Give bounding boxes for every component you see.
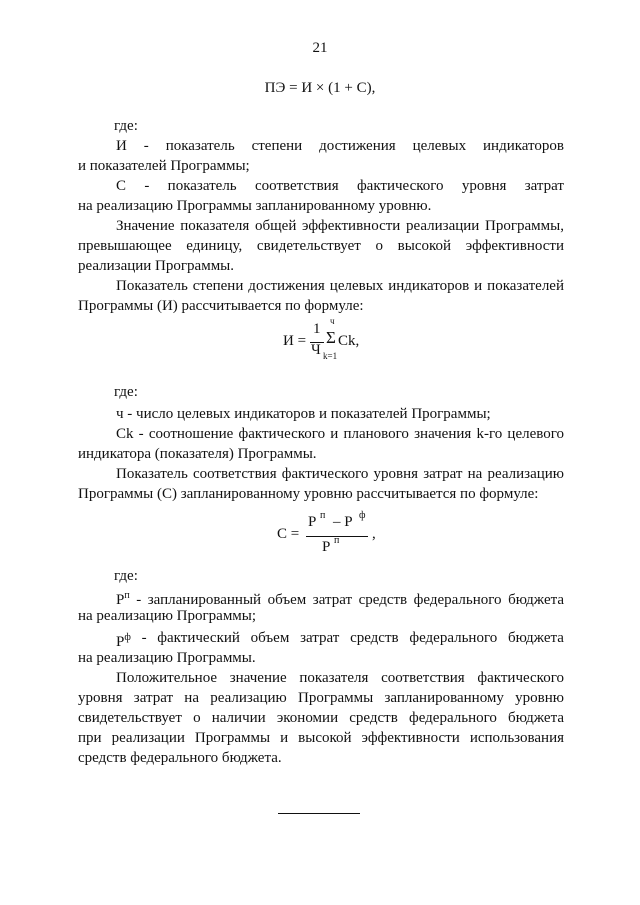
paragraph-4-line5: средств федерального бюджета. (78, 750, 282, 766)
symbol-rp: Р (116, 592, 125, 608)
word: показатель (165, 138, 235, 154)
sum-lower-limit: k=1 (323, 351, 338, 361)
formula-i-lhs: И = (283, 333, 307, 349)
symbol-rp-sup: п (124, 590, 130, 601)
formula-c-comma: , (372, 526, 376, 542)
formula-c-num-minus: – Р (333, 514, 353, 530)
definition-ck-line1: Ck - соотношение фактического и планового значения k-го целевого (116, 426, 564, 442)
paragraph-2-line2: Программы (И) рассчитывается по формуле: (78, 298, 364, 314)
where-label-2: где: (114, 384, 138, 400)
where-label-1: где: (114, 118, 138, 134)
formula-c-num-b-sup: ф (359, 510, 366, 521)
paragraph-1-line2: превышающее единицу, свидетельствует о высокой эффективности (78, 238, 564, 254)
word: целевых (412, 138, 467, 154)
word: индикаторов (483, 138, 564, 154)
definition-i-line2: и показателей Программы; (78, 158, 250, 174)
paragraph-4-line1: Положительное значение показателя соответствия фактического (116, 670, 564, 686)
paragraph-2-line1: Показатель степени достижения целевых индикаторов и показателей (116, 278, 564, 294)
word: федерального (409, 630, 498, 646)
dash: - (144, 178, 150, 194)
word: средств (350, 630, 399, 646)
definition-i-line1 (78, 136, 564, 156)
where-label-3: где: (114, 568, 138, 584)
page-number: 21 (312, 40, 328, 56)
paragraph-4-line2: уровня затрат на реализацию Программы запланированному уровню (78, 690, 564, 706)
formula-c-den-sup: п (334, 535, 340, 546)
formula-i (0, 318, 640, 370)
sum-upper-limit: ч (330, 316, 335, 326)
word: объем (250, 630, 290, 646)
formula-i-numerator: 1 (313, 321, 321, 337)
word: степени (251, 138, 303, 154)
word: бюджета (507, 630, 564, 646)
paragraph-1-line3: реализации Программы. (78, 258, 235, 274)
definition-rf-line2: на реализацию Программы. (78, 650, 256, 666)
formula-c-denominator: Р (322, 539, 331, 555)
end-divider (278, 813, 360, 814)
definition-c-line1 (78, 176, 564, 196)
definition-ch: ч - число целевых индикаторов и показателей Программы; (116, 406, 491, 422)
definition-rp-line2: на реализацию Программы; (78, 608, 257, 624)
sum-sign: Σ (326, 328, 336, 347)
formula-pe: ПЭ = И × (1 + С), (264, 80, 376, 96)
word: фактический (157, 630, 240, 646)
paragraph-4-line4: при реализации Программы и высокой эффективности использования (78, 730, 564, 746)
symbol-rf: $Р^ф$ (116, 632, 131, 650)
definition-ck-line2: индикатора (показателя) Программы. (78, 446, 317, 462)
formula-c (0, 510, 640, 560)
formula-i-term: Ck, (338, 333, 360, 349)
word: фактического (356, 178, 444, 194)
word: уровня (461, 178, 507, 194)
word: затрат (524, 178, 564, 194)
paragraph-3-line1: Показатель соответствия фактического уровня затрат на реализацию (116, 466, 564, 482)
paragraph-3-line2: Программы (С) запланированному уровню рассчитывается по формуле: (78, 486, 539, 502)
word: соответствия (254, 178, 339, 194)
paragraph-1-line1: Значение показателя общей эффективности реализации Программы, (116, 218, 564, 234)
word: затрат (300, 630, 340, 646)
symbol-c: С (116, 178, 127, 194)
dash: - (141, 630, 147, 646)
definition-c-line2: на реализацию Программы запланированному уровню. (78, 198, 432, 214)
paragraph-4-line3: свидетельствует о наличии экономии средств федерального бюджета (78, 710, 564, 726)
word: показатель (167, 178, 237, 194)
formula-c-num-a-sup: п (320, 510, 326, 521)
word: достижения (319, 138, 396, 154)
dash: - (143, 138, 149, 154)
symbol-i: И (116, 138, 127, 154)
formula-c-num-a: Р (308, 514, 317, 530)
formula-c-lhs: С = (277, 526, 300, 542)
formula-i-denominator: Ч (311, 342, 321, 358)
definition-rp-text: - запланированный объем затрат средств федерального бюджета (129, 592, 564, 608)
